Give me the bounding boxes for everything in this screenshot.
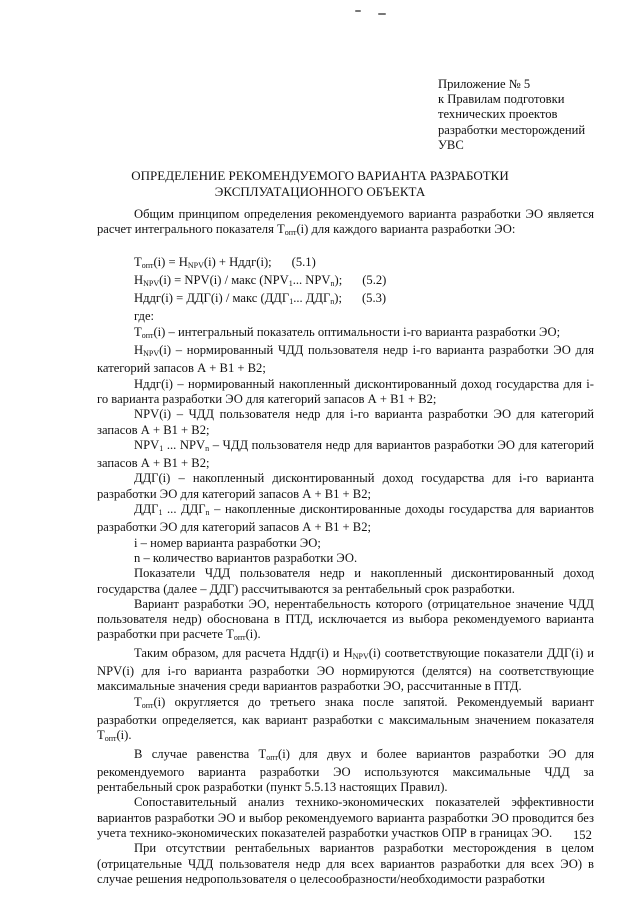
paragraph-rounding: $Т_{опт}(i)$ округляется до третьего знака после запятой. Рекомендуемый вариант разработки определяется, как вариант разработки с максимальным значением показателя $Т_{опт}(i)$. [97,694,594,744]
page-number: 152 [573,828,592,842]
intro-paragraph: Общим принципом определения рекомендуемого варианта разработки ЭО является расчет интегрального показателя $Т_{опт}(i)$ для каждого варианта разработки ЭО: [97,207,594,238]
definition-i: i – номер варианта разработки ЭО; [134,535,321,550]
paragraph-ddg-definition: Показатели ЧДД пользователя недр и накопленный дисконтированный доход государства (далее – ДДГ) рассчитываются за рентабельный срок разработки. [97,566,594,596]
where-label: где: [134,309,155,324]
appendix-line: разработки месторождений [438,122,586,137]
scan-speck [378,13,386,15]
appendix-line: технических проектов [438,107,558,122]
paragraph-unprofitable-variant: Вариант разработки ЭО, нерентабельность которого (отрицательное значение ЧДД пользователя недр) обоснована в ПТД, исключается из выбора рекомендуемого варианта разработки при расчете $Т_{опт}(i)$. [97,596,594,643]
formula-5-1: $Т_{опт}(i) = Н_{NPV}(i)$ + Нддг(i); (5.1) [134,254,316,270]
appendix-header [438,77,628,153]
formula-number: (5.1) [291,254,316,269]
definition-npv: NPV(i) – ЧДД пользователя недр для i-го варианта разработки ЭО для категорий запасов А + В1 + В2; [97,407,594,437]
definition-h-ddg: Нддг(i) – нормированный накопленный дисконтированный доход государства для i-го варианта разработки ЭО для категорий запасов А + В1 + В2; [97,376,594,406]
formula-5-3: Нддг(i) = ДДГ(i) / макс ($ДДГ_1$... $ДДГ_n$); (5.3) [134,291,387,307]
paragraph-equality: В случае равенства $Т_{опт}(i)$ для двух и более вариантов разработки ЭО для рекомендуемого варианта разработки ЭО используются максимальные ЧДД за рентабельный срок разработки (пункт 5.5.13 настоящих Правил). [97,746,594,795]
definition-t-opt: $Т_{опт}(i)$ – интегральный показатель оптимальности i-го варианта разработки ЭО; [134,324,561,340]
paragraph-comparative-analysis: Сопоставительный анализ технико-экономических показателей эффективности вариантов разработки ЭО и выбор рекомендуемого варианта разработки ЭО проводится без учета технико-экономических показателей разработки участков ОПР в границах ЭО. [97,795,594,840]
formula-number: (5.2) [362,272,387,287]
definition-ddg: ДДГ(i) – накопленный дисконтированный доход государства для i-го варианта разработки ЭО для категорий запасов А + В1 + В2; [97,471,594,501]
appendix-line: Приложение № 5 [438,77,531,91]
definition-npv-range: $NPV_1$ ... $NPV_n$ – ЧДД пользователя недр для вариантов разработки ЭО для категорий запасов А + В1 + В2; [97,437,594,471]
paragraph-no-profitable-variants: При отсутствии рентабельных вариантов разработки месторождения в целом (отрицательные ЧДД пользователя недр для всех вариантов разработки для всех ЭО) в случае решения недропользователя о целесообразности/необходимости разработки [97,841,594,886]
title-line: ЭКСПЛУАТАЦИОННОГО ОБЪЕКТА [214,184,426,199]
definition-ddg-range: $ДДГ_1$ ... $ДДГ_n$ – накопленные дисконтированные доходы государства для вариантов разработки ЭО для категорий запасов А + В1 + В2; [97,502,594,535]
formula-number: (5.3) [361,291,387,306]
appendix-line: УВС [438,137,464,152]
definition-h-npv: $Н_{NPV}(i)$ – нормированный ЧДД пользователя недр i-го варианта разработки ЭО для категорий запасов А + В1 + В2; [97,343,594,376]
document-title [100,168,540,200]
document-body [97,207,594,887]
formula-5-2: $Н_{NPV}(i) = NPV(i)$ / макс ($NPV_1$... $NPV_n$); (5.2) [134,272,387,288]
scan-speck [355,10,361,12]
title-line: ОПРЕДЕЛЕНИЕ РЕКОМЕНДУЕМОГО ВАРИАНТА РАЗРАБОТКИ [131,168,509,183]
definition-n: n – количество вариантов разработки ЭО. [134,550,358,565]
appendix-line: к Правилам подготовки [438,92,565,107]
paragraph-normalization: Таким образом, для расчета Нддг(i) и $Н_{NPV}(i)$ соответствующие показатели ДДГ(i) и NPV(i) для i-го варианта разработки ЭО нормируются (делятся) на соответствующие максимальные значения среди вариантов разработки ЭО, рассчитанные в ПТД. [97,645,595,694]
